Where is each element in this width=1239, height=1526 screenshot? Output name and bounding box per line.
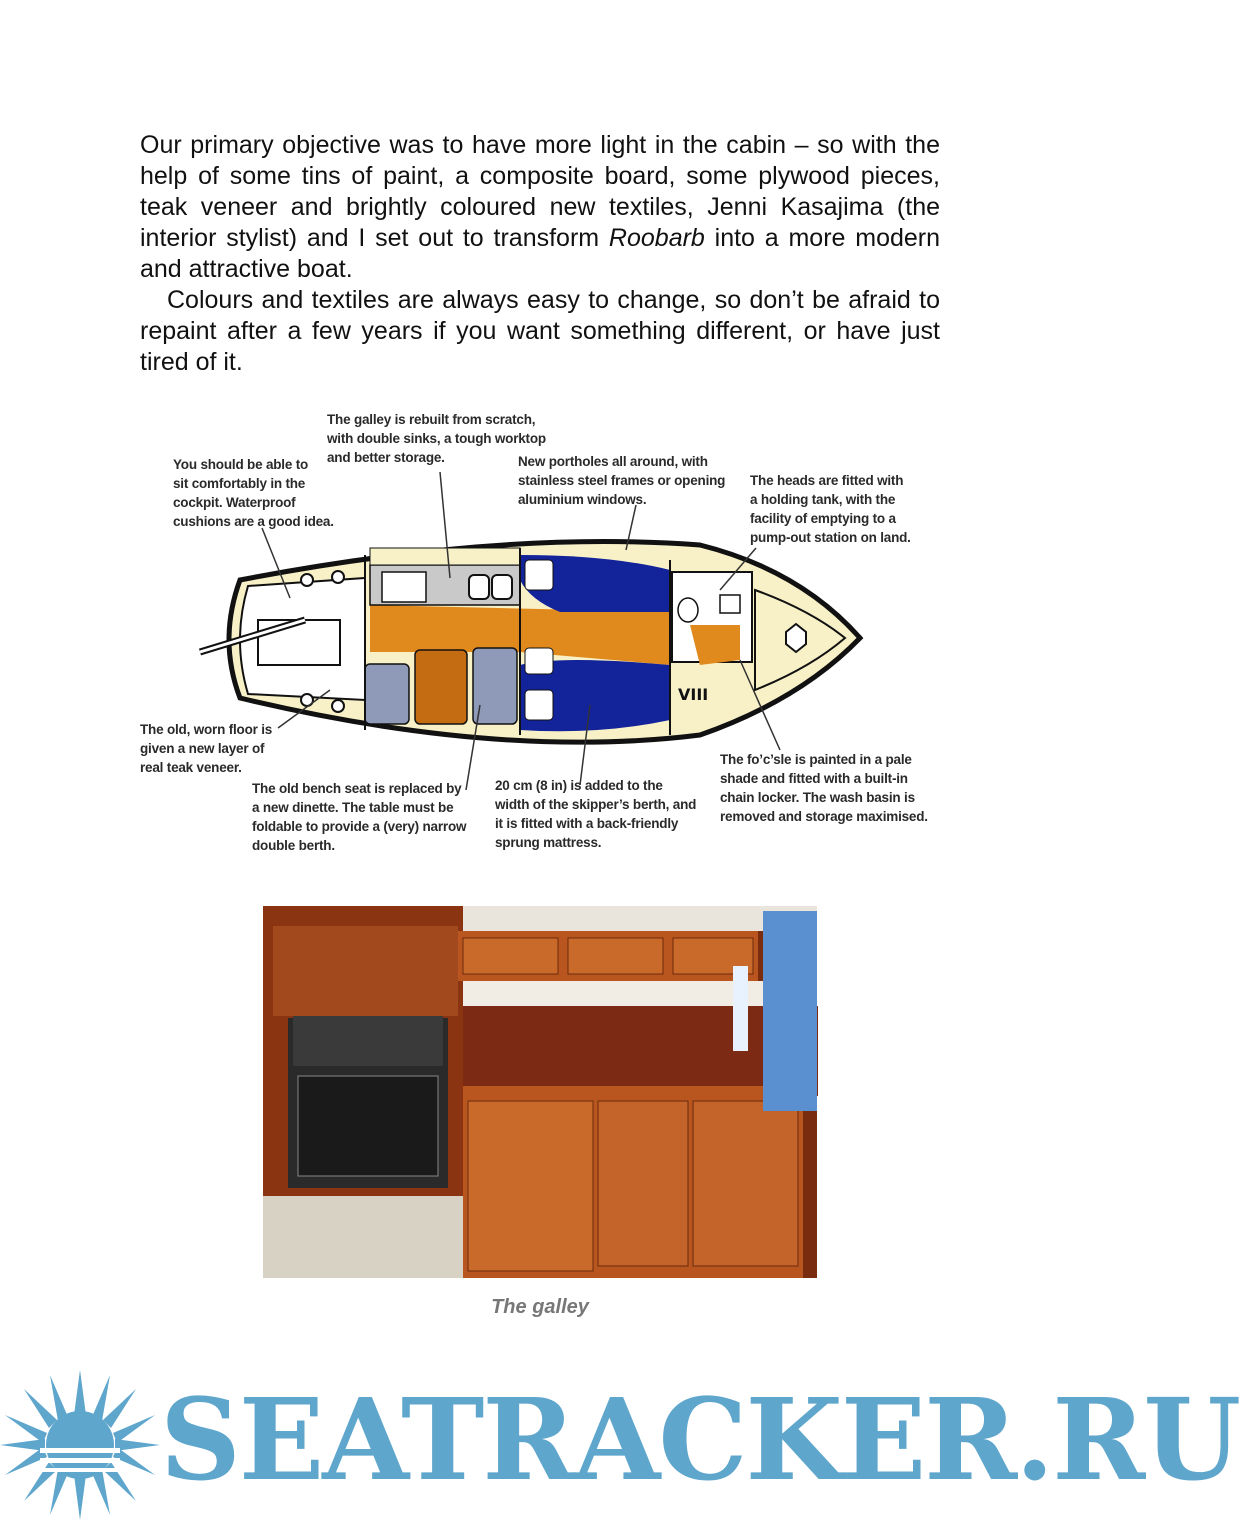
annotation-line: The galley is rebuilt from scratch, (327, 412, 536, 427)
annotation-line: shade and fitted with a built-in (720, 771, 908, 786)
stove (382, 572, 426, 602)
boat-name: Roobarb (608, 224, 705, 252)
annotation-focsle (720, 750, 928, 826)
shelf-strip (370, 548, 520, 565)
annotation-line: stainless steel frames or opening (518, 473, 726, 488)
berth-pad-3 (525, 690, 553, 720)
annotation-line: it is fitted with a back-friendly (495, 816, 679, 831)
annotation-line: The old, worn floor is (140, 722, 273, 737)
sink-1 (469, 575, 489, 599)
annotation-line: with double sinks, a tough worktop (327, 431, 546, 446)
berth-pad-1 (525, 560, 553, 590)
para1-text-a: Our primary objective was to have more light in the cabin – so with the help of some tins of paint, a composite board, some plywood pieces, teak veneer and brightly coloured new textiles, Jenni Kasajima (the interior stylist) and I set out to transform (140, 131, 940, 252)
annotation-line: pump-out station on land. (750, 530, 911, 545)
berth-pad-2 (525, 648, 553, 674)
annotation-heads (750, 471, 911, 547)
dinette-seat-1 (365, 664, 409, 724)
annotation-cockpit (173, 455, 334, 531)
annotation-line: aluminium windows. (518, 492, 647, 507)
annotation-floor (140, 720, 272, 777)
svg-text:VIII: VIII (678, 685, 709, 704)
galley-photo-illustration (263, 906, 817, 1278)
annotation-line: and better storage. (327, 450, 445, 465)
photo-caption: The galley (491, 1296, 589, 1318)
paragraph-2: Colours and textiles are always easy to change, so don’t be afraid to repaint after a few years if you want something different, or have just tired of it. (140, 286, 940, 376)
annotation-line: cockpit. Waterproof (173, 495, 296, 510)
annotation-line: given a new layer of (140, 741, 265, 756)
watermark-text: SEATRACKER.RU (160, 1375, 1239, 1506)
annotation-line: You should be able to (173, 457, 309, 472)
sun-logo-icon (0, 1370, 160, 1520)
annotation-line: sit comfortably in the (173, 476, 306, 491)
galley-photo (263, 906, 817, 1278)
annotation-galley (327, 410, 546, 467)
annotation-line: The heads are fitted with (750, 473, 904, 488)
dinette-seat-2 (473, 648, 517, 724)
winch-1 (301, 574, 313, 586)
dinette-table (415, 650, 467, 724)
annotation-line: double berth. (252, 838, 335, 853)
wash-basin (720, 595, 740, 613)
annotation-line: sprung mattress. (495, 835, 602, 850)
toilet (678, 598, 698, 622)
annotation-line: chain locker. The wash basin is (720, 790, 915, 805)
annotation-line: a new dinette. The table must be (252, 800, 454, 815)
annotation-portholes (518, 452, 725, 509)
annotation-line: width of the skipper’s berth, and (495, 797, 697, 812)
cockpit-hatch (258, 620, 340, 665)
winch-4 (332, 700, 344, 712)
annotation-line: cushions are a good idea. (173, 514, 334, 529)
annotation-line: New portholes all around, with (518, 454, 708, 469)
annotation-line: a holding tank, with the (750, 492, 896, 507)
annotation-line: foldable to provide a (very) narrow (252, 819, 467, 834)
annotation-bench (252, 779, 466, 855)
annotation-line: The fo’c’sle is painted in a pale (720, 752, 912, 767)
annotation-line: real teak veneer. (140, 760, 242, 775)
annotation-line: facility of emptying to a (750, 511, 896, 526)
annotation-line: The old bench seat is replaced by (252, 781, 462, 796)
annotation-line: 20 cm (8 in) is added to the (495, 778, 663, 793)
para1-text-b: into a more modern and attractive boat. (140, 224, 941, 283)
winch-2 (332, 571, 344, 583)
annotation-line: removed and storage maximised. (720, 809, 928, 824)
sink-2 (492, 575, 512, 599)
annotation-berth (495, 776, 696, 852)
